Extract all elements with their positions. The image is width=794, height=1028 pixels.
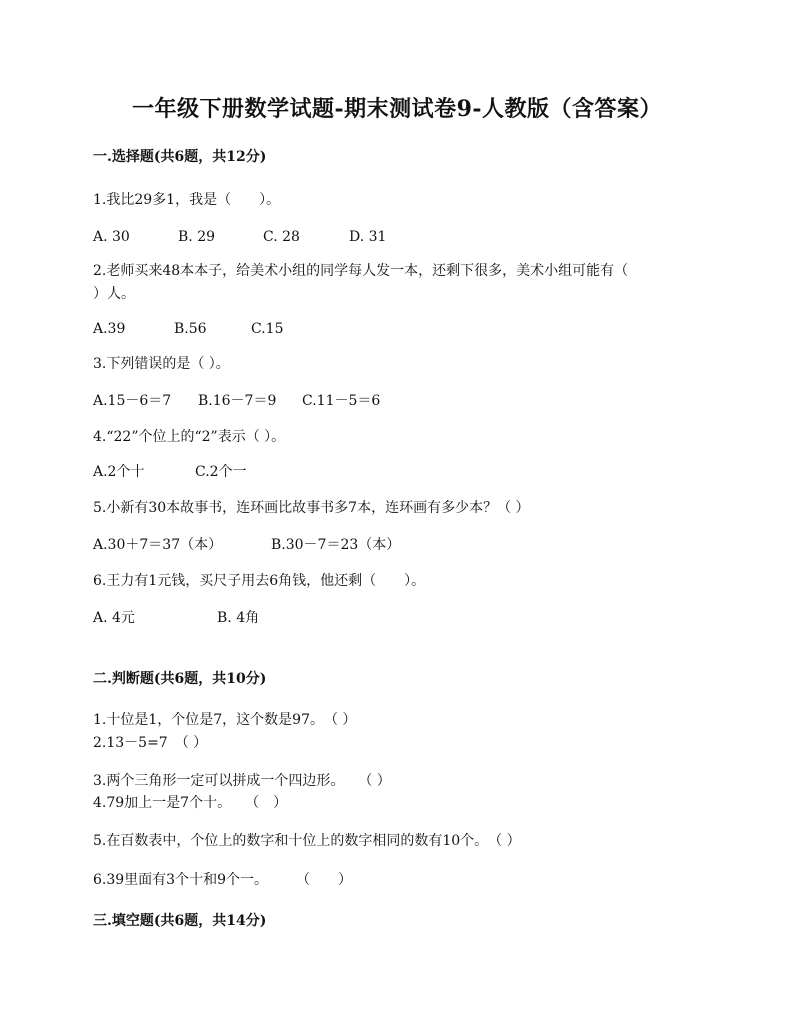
question-text: 5.在百数表中，个位上的数字和十位上的数字相同的数有10个。 （ ） xyxy=(93,833,521,849)
option-b: B.56 xyxy=(174,321,207,337)
option-a: A.2个十 xyxy=(93,464,145,480)
section-heading-judgement: 二.判断题(共6题，共10分) xyxy=(93,671,267,687)
option-b: B. 29 xyxy=(178,229,216,245)
option-c: C.11－5＝6 xyxy=(302,393,381,409)
question-text: 6.39里面有3个十和9个一。 （ ） xyxy=(93,872,352,888)
question-text: 5.小新有30本故事书，连环画比故事书多7本，连环画有多少本？（ ） xyxy=(93,500,530,516)
option-a: A. 30 xyxy=(93,229,130,245)
option-b: B.30－7＝23（本） xyxy=(271,537,401,553)
option-a: A.15－6＝7 xyxy=(93,393,172,409)
section-heading-choice: 一.选择题(共6题，共12分) xyxy=(93,149,267,165)
option-a: A. 4元 xyxy=(93,610,135,626)
question-text: 2.老师买来48本本子，给美术小组的同学每人发一本，还剩下很多，美术小组可能有（ xyxy=(93,263,629,279)
question-text: 4.79加上一是7个十。 （ ） xyxy=(93,795,288,811)
page-title: 一年级下册数学试题-期末测试卷9-人教版（含答案） xyxy=(131,96,663,122)
question-text: 1.我比29多1，我是（ ）。 xyxy=(93,192,281,208)
option-d: D. 31 xyxy=(349,229,387,245)
option-b: B.16－7＝9 xyxy=(198,393,277,409)
option-b: B. 4角 xyxy=(217,610,260,626)
section-heading-fill-blank: 三.填空题(共6题，共14分) xyxy=(93,913,267,929)
question-text-continued: ）人。 xyxy=(93,286,135,302)
question-text: 6.王力有1元钱，买尺子用去6角钱，他还剩（ ）。 xyxy=(93,573,426,589)
option-a: A.39 xyxy=(93,321,126,337)
option-c: C.15 xyxy=(251,321,284,337)
option-c: C.2个一 xyxy=(195,464,247,480)
question-text: 3.两个三角形一定可以拼成一个四边形。 （ ） xyxy=(93,773,391,789)
question-text: 4.“22”个位上的“2”表示（ ）。 xyxy=(93,429,286,445)
question-text: 2.13－5=7 （ ） xyxy=(93,735,208,751)
question-text: 3.下列错误的是（ ）。 xyxy=(93,356,230,372)
question-text: 1.十位是1，个位是7，这个数是97。 （ ） xyxy=(93,712,357,728)
option-a: A.30＋7＝37（本） xyxy=(93,537,223,553)
option-c: C. 28 xyxy=(263,229,300,245)
